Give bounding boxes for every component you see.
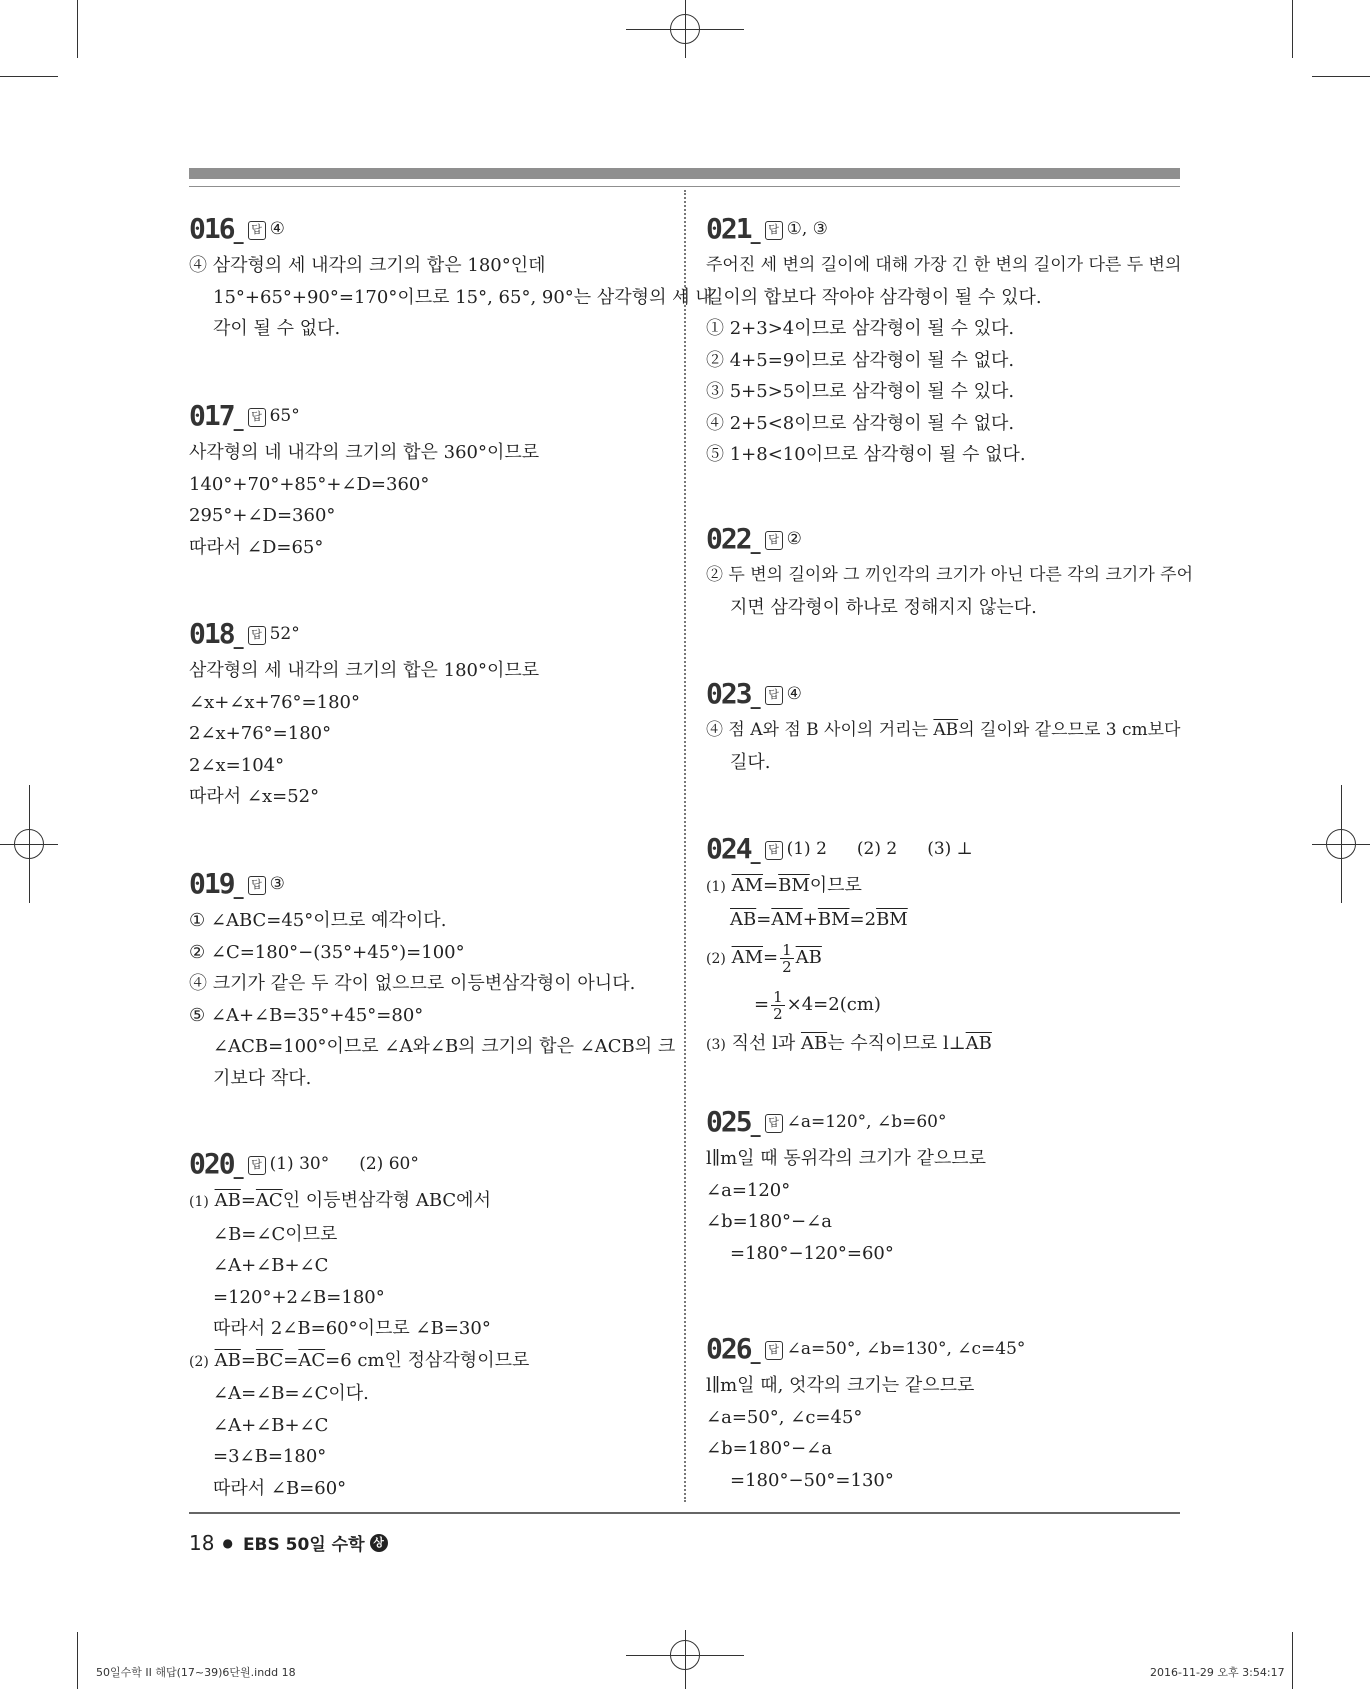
answer-badge: 답 [248, 876, 266, 895]
solution-line: 2∠x+76°=180° [189, 723, 332, 744]
problem-number: 019 [189, 867, 234, 900]
answer: 52° [269, 624, 300, 644]
solution-line: 따라서 ∠x=52° [189, 786, 320, 807]
book-title: EBS 50일 수학 [242, 1535, 365, 1555]
problem-024: 024 _ 답 (1) 2 (2) 2 (3) ⊥ (1) $\overline{AM}=\overline{BM}$이므로 $\overline{AB}=\overline{AM}+\overline{BM}=2\overline{BM}$ (2) $\overline{AM}=$ $\frac{1}{2}$ $\overline{AB}$ = $\frac{1}{2}$ ×4=2(cm) (3) 직선 l과 $\overline{AB}$는 수직이므로 $l\perp\overline{AB}$ [706, 832, 1181, 1062]
bullet-icon: ● [222, 1535, 233, 1550]
solution-line: l∥m일 때 동위각의 크기가 같으므로 [706, 1148, 987, 1169]
segment: $\overline{AB}$ [214, 1190, 241, 1211]
segment: $\overline{AB}$ [795, 947, 822, 968]
problem-020: 020 _ 답 (1) 30° (2) 60° (1) $\overline{AB}=\overline{AC}$인 이등변삼각형 ABC에서 ∠B=∠C이므로 ∠A+∠B+∠C =120°+2∠B=180° 따라서 2∠B=60°이므로 ∠B=30° (2) $\overline{AB}=\overline{BC}=\overline{AC}=6$ cm인 정삼각형이므로 ∠A=∠B=∠C이다. ∠A+∠B+∠C =3∠B=180° 따라서 ∠B=60° [189, 1147, 664, 1504]
segment: $\overline{AB}$ [965, 1033, 992, 1054]
solution-line: 각이 될 수 없다. [213, 318, 341, 339]
crop-mark [77, 1632, 78, 1689]
answer: ①, ③ [786, 219, 828, 239]
solution-line: 길다. [730, 751, 771, 773]
solution-line: ∠a=120° [706, 1179, 791, 1201]
problem-025: 025 _ 답 ∠a=120°, ∠b=60° l∥m일 때 동위각의 크기가 같으므로 ∠a=120° ∠b=180°−∠a =180°−120°=60° [706, 1105, 1181, 1269]
book-level-badge: 상 [370, 1534, 388, 1552]
solution-line: =180°−50°=130° [730, 1469, 894, 1491]
problem-018: 018 _ 답 52° 삼각형의 세 내각의 크기의 합은 180°이므로 ∠x+∠x+76°=180° 2∠x+76°=180° 2∠x=104° 따라서 ∠x=52° [189, 617, 664, 813]
solution-line: ② 두 변의 길이와 그 끼인각의 크기가 아닌 다른 각의 크기가 주어 [706, 565, 1193, 585]
segment: $\overline{BM}$ [778, 875, 810, 896]
solution-line: ② 4+5=9이므로 삼각형이 될 수 없다. [706, 349, 1015, 371]
solution-line: ③ 5+5>5이므로 삼각형이 될 수 있다. [706, 381, 1015, 402]
solution-line: ∠x+∠x+76°=180° [189, 691, 360, 713]
answer: (1) 30° [269, 1154, 330, 1174]
solution-line: 140°+70°+85°+∠D=360° [189, 473, 430, 495]
answer-badge: 답 [765, 1341, 783, 1360]
solution-line: ① ∠ABC=45°이므로 예각이다. [189, 910, 447, 931]
answer-badge: 답 [248, 408, 266, 427]
answer-badge: 답 [765, 221, 783, 240]
solution-line: ④ 크기가 같은 두 각이 없으므로 이등변삼각형이 아니다. [189, 973, 636, 994]
problem-number: 026 [706, 1332, 751, 1365]
solution-line: 따라서 ∠B=60° [213, 1477, 347, 1499]
answer: ③ [269, 874, 285, 894]
answer: ② [786, 529, 802, 549]
answer-badge: 답 [248, 1156, 266, 1175]
solution-line: ④ 2+5<8이므로 삼각형이 될 수 없다. [706, 412, 1015, 434]
solution-line: ∠b=180°−∠a [706, 1211, 832, 1232]
print-slug-date: 2016-11-29 오후 3:54:17 [1150, 1666, 1285, 1679]
problem-023: 023 _ 답 ④ ④ 점 A와 점 B 사이의 거리는 $\overline{AB}$의 길이와 같으므로 3 cm보다 길다. [706, 677, 1181, 778]
problem-number: 024 [706, 832, 751, 865]
solution-line: 2∠x=104° [189, 754, 285, 776]
problem-019: 019 _ 답 ③ ① ∠ABC=45°이므로 예각이다. ② ∠C=180°−(35°+45°)=100° ④ 크기가 같은 두 각이 없으므로 이등변삼각형이 아니다. ⑤ ∠A+∠B=35°+45°=80° ∠ACB=100°이므로 ∠A와∠B의 크기의 합은 ∠ACB의 크 기보다 작다. [189, 867, 664, 1094]
segment: $\overline{AB}$ [800, 1033, 828, 1054]
solution-line: =3∠B=180° [213, 1446, 327, 1467]
problem-026: 026 _ 답 ∠a=50°, ∠b=130°, ∠c=45° l∥m일 때, 엇각의 크기는 같으므로 ∠a=50°, ∠c=45° ∠b=180°−∠a =180°−50°=130° [706, 1332, 1181, 1496]
column-divider [684, 190, 686, 1502]
answer-badge: 답 [765, 841, 783, 860]
problem-021: 021 _ 답 ①, ③ 주어진 세 변의 길이에 대해 가장 긴 한 변의 길이가 다른 두 변의 길이의 합보다 작아야 삼각형이 될 수 있다. ① 2+3>4이므로 삼각형이 될 수 있다. ② 4+5=9이므로 삼각형이 될 수 없다. ③ 5+5>5이므로 삼각형이 될 수 있다. ④ 2+5<8이므로 삼각형이 될 수 없다. ⑤ 1+8<10이므로 삼각형이 될 수 없다. [706, 212, 1181, 471]
header-bar [189, 168, 1180, 179]
solution-line: ① 2+3>4이므로 삼각형이 될 수 있다. [706, 318, 1015, 339]
answer: ④ [786, 684, 802, 704]
answer: ∠a=50°, ∠b=130°, ∠c=45° [786, 1339, 1026, 1359]
answer: (1) 2 [786, 839, 827, 859]
answer-badge: 답 [248, 221, 266, 240]
problem-number: 016 [189, 212, 234, 245]
solution-line: ⑤ 1+8<10이므로 삼각형이 될 수 없다. [706, 444, 1026, 465]
solution-line: ∠b=180°−∠a [706, 1438, 832, 1459]
segment: $\overline{BM}$ [876, 908, 908, 930]
segment: $\overline{AC}$ [298, 1349, 326, 1371]
solution-line: 길이의 합보다 작아야 삼각형이 될 수 있다. [706, 286, 1042, 308]
problem-016: 016 _ 답 ④ ④ 삼각형의 세 내각의 크기의 합은 180°인데 15°+65°+90°=170°이므로 15°, 65°, 90°는 삼각형의 세 내 각이 될 수 없다. [189, 212, 664, 345]
header-rule [189, 186, 1180, 187]
solution-line: 15°+65°+90°=170°이므로 15°, 65°, 90°는 삼각형의 세 내 [213, 286, 713, 308]
solution-line: ② ∠C=180°−(35°+45°)=100° [189, 941, 465, 963]
solution-line: ∠ACB=100°이므로 ∠A와∠B의 크기의 합은 ∠ACB의 크 [213, 1036, 676, 1057]
problem-017: 017 _ 답 65° 사각형의 네 내각의 크기의 합은 360°이므로 140°+70°+85°+∠D=360° 295°+∠D=360° 따라서 ∠D=65° [189, 399, 664, 563]
solution-line: 따라서 ∠D=65° [189, 536, 324, 558]
solution-line: 295°+∠D=360° [189, 505, 336, 526]
answer: ∠a=120°, ∠b=60° [786, 1112, 947, 1132]
answer: (3) ⊥ [927, 839, 973, 859]
solution-line: =180°−120°=60° [730, 1242, 894, 1264]
crop-mark [1312, 76, 1370, 77]
problem-number: 017 [189, 399, 234, 432]
solution-line: ④ 점 A와 점 B 사이의 거리는 $\overline{AB}$의 길이와 같으므로 3 cm보다 [706, 720, 1181, 740]
answer: ④ [269, 219, 285, 239]
segment: $\overline{AM}$ [771, 908, 803, 930]
answer: 65° [269, 406, 300, 426]
segment: $\overline{AM}$ [731, 947, 764, 968]
problem-number: 021 [706, 212, 751, 245]
answer-badge: 답 [765, 1114, 783, 1133]
solution-line: ∠A+∠B+∠C [213, 1255, 329, 1276]
answer: (2) 2 [856, 839, 898, 859]
footer-rule [189, 1512, 1180, 1514]
problem-number: 018 [189, 617, 234, 650]
segment: $\overline{AB}$ [730, 908, 757, 930]
solution-line: ④ 삼각형의 세 내각의 크기의 합은 180°인데 [189, 255, 546, 276]
segment: $\overline{BM}$ [817, 908, 850, 930]
segment: $\overline{BC}$ [255, 1349, 284, 1371]
solution-line: ∠A+∠B+∠C [213, 1414, 329, 1436]
solution-line: (1) $\overline{AB}=\overline{AC}$인 이등변삼각형 ABC에서 [189, 1190, 491, 1211]
solution-line: 사각형의 네 내각의 크기의 합은 360°이므로 [189, 442, 540, 463]
solution-line: ∠a=50°, ∠c=45° [706, 1406, 863, 1428]
solution-line: l∥m일 때, 엇각의 크기는 같으므로 [706, 1375, 975, 1396]
crop-mark [1292, 1632, 1293, 1689]
registration-mark [626, 29, 744, 30]
solution-line: ∠B=∠C이므로 [213, 1223, 338, 1245]
segment: $\overline{AM}$ [731, 875, 764, 896]
solution-line: ⑤ ∠A+∠B=35°+45°=80° [189, 1004, 424, 1026]
crop-mark [0, 76, 58, 77]
solution-line: (3) 직선 l과 $\overline{AB}$는 수직이므로 $l\perp\overline{AB}$ [706, 1033, 992, 1054]
solution-line: 따라서 2∠B=60°이므로 ∠B=30° [213, 1318, 491, 1339]
registration-mark [0, 844, 58, 845]
solution-line: ∠A=∠B=∠C이다. [213, 1383, 369, 1404]
answer-badge: 답 [248, 626, 266, 645]
solution-line: (2) $\overline{AB}=\overline{BC}=\overline{AC}=6$ cm인 정삼각형이므로 [189, 1349, 530, 1371]
registration-mark [626, 1655, 744, 1656]
crop-mark [1292, 0, 1293, 58]
problem-number: 022 [706, 522, 751, 555]
crop-mark [77, 0, 78, 58]
solution-line: (1) $\overline{AM}=\overline{BM}$이므로 [706, 875, 862, 896]
solution-line: $\overline{AB}=\overline{AM}+\overline{BM}=2\overline{BM}$ [730, 908, 908, 930]
solution-line: 삼각형의 세 내각의 크기의 합은 180°이므로 [189, 660, 540, 681]
segment: $\overline{AB}$ [214, 1349, 241, 1371]
registration-mark [1312, 844, 1370, 845]
segment: $\overline{AB}$ [933, 720, 959, 740]
fraction: $\frac{1}{2}$ [782, 940, 792, 976]
page-number: 18 [189, 1530, 215, 1555]
page-footer [189, 1530, 388, 1555]
problem-number: 023 [706, 677, 751, 710]
answer: (2) 60° [359, 1154, 419, 1174]
segment: $\overline{AC}$ [255, 1190, 283, 1211]
problem-number: 025 [706, 1105, 751, 1138]
print-slug-file: 50일수학 II 해답(17~39)6단원.indd 18 [96, 1666, 296, 1679]
solution-line: (2) $\overline{AM}=$ $\frac{1}{2}$ $\overline{AB}$ [706, 940, 822, 976]
fraction: $\frac{1}{2}$ [773, 987, 783, 1023]
solution-line: =120°+2∠B=180° [213, 1286, 385, 1308]
solution-line: = $\frac{1}{2}$ ×4=2(cm) [754, 987, 881, 1023]
answer-badge: 답 [765, 531, 783, 550]
problem-number: 020 [189, 1147, 234, 1180]
problem-022: 022 _ 답 ② ② 두 변의 길이와 그 끼인각의 크기가 아닌 다른 각의 크기가 주어 지면 삼각형이 하나로 정해지지 않는다. [706, 522, 1181, 623]
solution-line: 지면 삼각형이 하나로 정해지지 않는다. [730, 596, 1037, 618]
solution-line: 주어진 세 변의 길이에 대해 가장 긴 한 변의 길이가 다른 두 변의 [706, 255, 1182, 275]
answer-badge: 답 [765, 686, 783, 705]
registration-mark [685, 1630, 686, 1689]
solution-line: 기보다 작다. [213, 1067, 312, 1089]
